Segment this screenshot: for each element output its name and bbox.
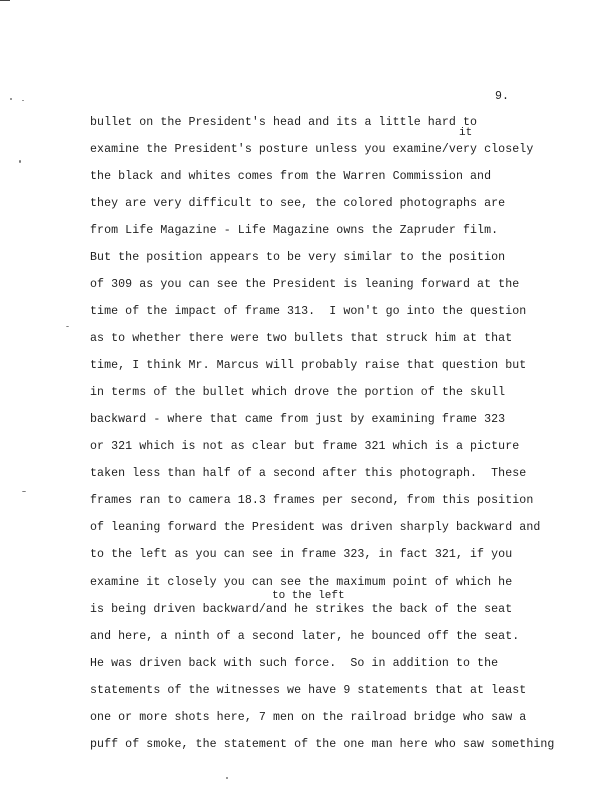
text-line-13: or 321 which is not as clear but frame 321 which is a picture bbox=[90, 440, 520, 453]
text-line-19: is being driven backward/and he strikes the back of the seat bbox=[90, 603, 513, 616]
page-number: 9. bbox=[495, 90, 509, 103]
scan-speck bbox=[22, 491, 26, 492]
text-line-4: they are very difficult to see, the colored photographs are bbox=[90, 197, 506, 210]
text-line-16: of leaning forward the President was driven sharply backward and bbox=[90, 521, 541, 534]
text-line-15: frames ran to camera 18.3 frames per second, from this position bbox=[90, 494, 534, 507]
text-line-1: bullet on the President's head and its a little hard to bbox=[90, 116, 478, 129]
text-line-14: taken less than half of a second after this photograph. These bbox=[90, 467, 527, 480]
text-line-17: to the left as you can see in frame 323, in fact 321, if you bbox=[90, 548, 513, 561]
text-line-3: the black and whites comes from the Warren Commission and bbox=[90, 170, 492, 183]
text-line-24: puff of smoke, the statement of the one man here who saw something bbox=[90, 738, 555, 751]
text-line-18: examine it closely you can see the maximum point of which he bbox=[90, 576, 513, 589]
text-line-2: examine the President's posture unless you examine/very closely bbox=[90, 143, 534, 156]
text-line-11: in terms of the bullet which drove the portion of the skull bbox=[90, 386, 506, 399]
text-line-20: and here, a ninth of a second later, he bounced off the seat. bbox=[90, 630, 520, 643]
scan-speck bbox=[226, 777, 228, 779]
text-line-9: as to whether there were two bullets that struck him at that bbox=[90, 332, 513, 345]
scan-edge-mark bbox=[0, 0, 10, 1]
insertion-it: it bbox=[459, 127, 473, 139]
text-line-8: time of the impact of frame 313. I won't go into the question bbox=[90, 305, 527, 318]
scan-speck bbox=[10, 98, 12, 100]
text-line-21: He was driven back with such force. So in addition to the bbox=[90, 657, 499, 670]
text-line-22: statements of the witnesses we have 9 statements that at least bbox=[90, 684, 527, 697]
text-line-7: of 309 as you can see the President is leaning forward at the bbox=[90, 278, 520, 291]
text-line-23: one or more shots here, 7 men on the railroad bridge who saw a bbox=[90, 711, 527, 724]
scan-speck bbox=[66, 326, 69, 327]
text-line-10: time, I think Mr. Marcus will probably raise that question but bbox=[90, 359, 527, 372]
insertion-to-the-left: to the left bbox=[272, 590, 345, 602]
text-line-5: from Life Magazine - Life Magazine owns the Zapruder film. bbox=[90, 224, 499, 237]
scan-speck bbox=[22, 100, 24, 101]
text-line-12: backward - where that came from just by examining frame 323 bbox=[90, 413, 506, 426]
scan-speck bbox=[19, 160, 21, 163]
text-line-6: But the position appears to be very similar to the position bbox=[90, 251, 506, 264]
